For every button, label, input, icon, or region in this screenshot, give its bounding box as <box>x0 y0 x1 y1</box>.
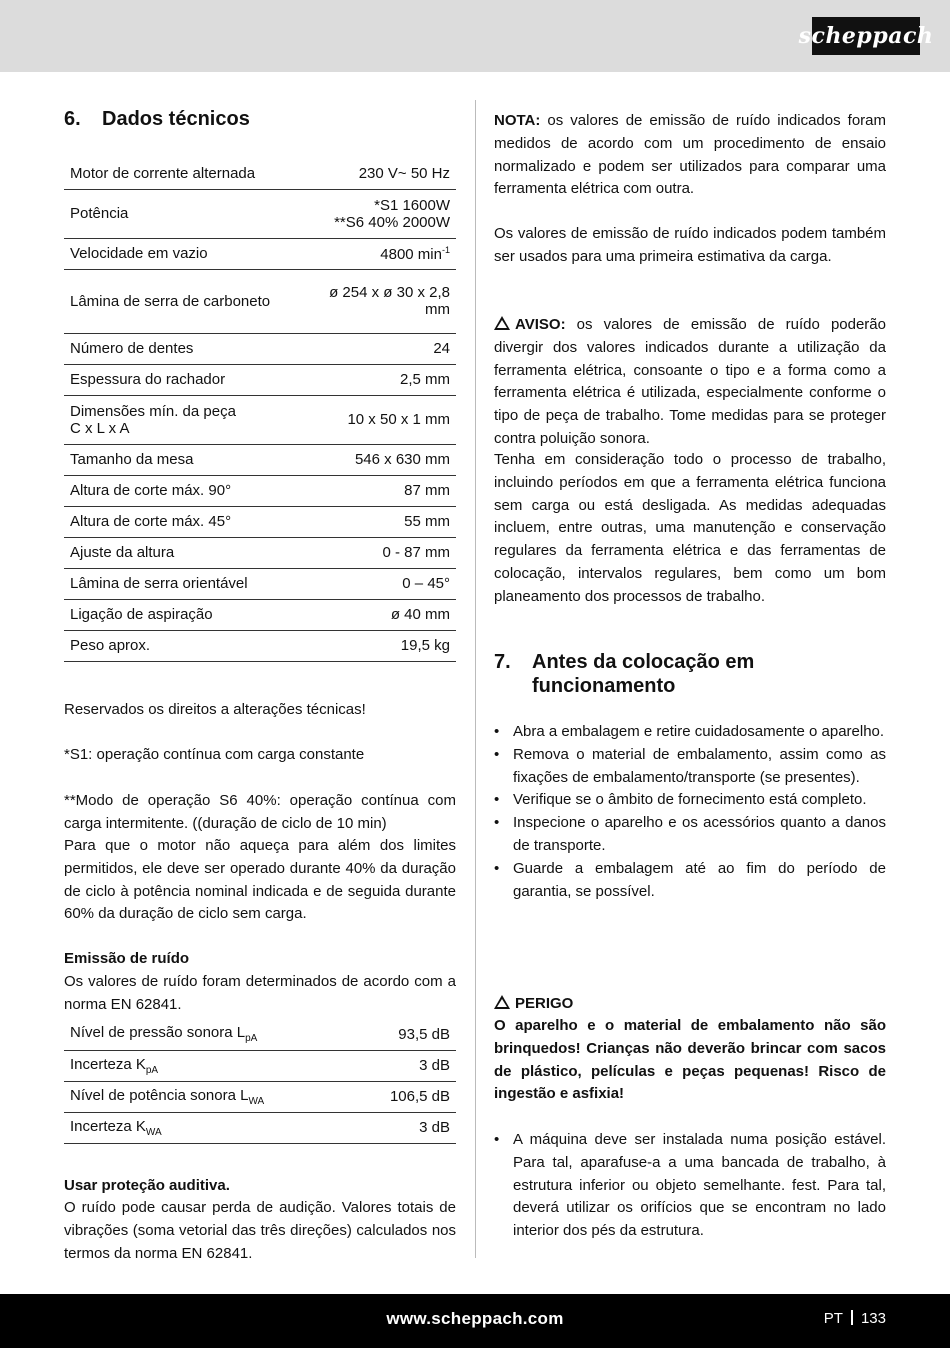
list-item: • Remova o material de embalamento, assim como as fixações de embalamento/transporte (se presentes). <box>494 744 886 790</box>
value-text: 87 mm <box>404 482 450 499</box>
label-subscript: WA <box>248 1095 265 1107</box>
spec-value-line <box>311 284 450 301</box>
value-text: 0 - 87 mm <box>382 544 450 561</box>
spec-value <box>305 537 456 568</box>
section-number: 7. <box>494 651 511 673</box>
spec-label: Peso aprox. <box>64 630 305 661</box>
label-subscript: pA <box>245 1033 258 1045</box>
noise-label <box>64 1050 354 1081</box>
separator <box>851 1310 853 1325</box>
spec-value-line <box>311 197 450 214</box>
aviso-label: AVISO: <box>515 316 566 333</box>
spec-value-line <box>311 340 450 357</box>
table-row <box>64 599 456 630</box>
website-link[interactable]: www.scheppach.com <box>386 1309 564 1328</box>
spec-value-line <box>311 451 450 468</box>
list-item: • Abra a embalagem e retire cuidadosamente o aparelho. <box>494 721 886 744</box>
spec-value <box>305 475 456 506</box>
spec-label: Lâmina de serra orientável <box>64 568 305 599</box>
noise-value: 3 dB <box>354 1112 456 1143</box>
table-row <box>64 269 456 333</box>
noise-value: 106,5 dB <box>354 1081 456 1112</box>
value-text: 0 – 45° <box>402 575 450 592</box>
list-item: • Inspecione o aparelho e os acessórios quanto a danos de transporte. <box>494 812 886 858</box>
noise-label <box>64 1019 354 1050</box>
warning-icon <box>494 995 510 1009</box>
spec-label: Potência <box>64 189 305 238</box>
value-text: 19,5 kg <box>400 637 450 654</box>
spec-value-line <box>311 411 450 428</box>
table-row <box>64 395 456 444</box>
label-text: Incerteza K <box>70 1055 146 1073</box>
spec-value <box>305 444 456 475</box>
spec-label: Motor de corrente alternada <box>64 158 305 189</box>
consider-paragraph: Tenha em consideração todo o processo de trabalho, incluindo períodos em que a ferramenta elétrica funciona sem carga ou está desligada. As medidas adequadas incluem, entre outras, uma manutenção e conservação regulares da ferramenta elétrica e das ferramentas de colocação, intervalos regulares, bem como um bom planeamento dos processos de trabalho. <box>494 451 886 605</box>
hearing-heading: Usar proteção auditiva. <box>64 1177 230 1194</box>
section-7-heading <box>494 651 886 703</box>
perigo-text: O aparelho e o material de embalamento não são brinquedos! Crianças não deverão brincar com sacos de plástico, películas e peças pequenas! Risco de ingestão e asfixia! <box>494 1017 886 1103</box>
spec-value-line <box>311 513 450 530</box>
value-text: ø 40 mm <box>390 606 450 623</box>
value-text: 230 V~ 50 Hz <box>358 164 450 182</box>
spec-value-line <box>311 606 450 623</box>
spec-value <box>305 238 456 269</box>
installation-list <box>494 1129 886 1243</box>
table-row <box>64 475 456 506</box>
spec-value-line <box>311 482 450 499</box>
spec-value <box>305 189 456 238</box>
noise-label <box>64 1112 354 1143</box>
reserved-note: Reservados os direitos a alterações técnicas! <box>64 701 366 718</box>
table-row <box>64 1019 456 1050</box>
label-text: Nível de potência sonora L <box>70 1086 249 1104</box>
spec-label: Número de dentes <box>64 333 305 364</box>
unpacking-list <box>494 721 886 903</box>
aviso-paragraph <box>494 314 886 451</box>
section-title-line2: funcionamento <box>532 675 676 697</box>
nota-label: NOTA: <box>494 112 541 129</box>
spec-value <box>305 269 456 333</box>
noise-intro: Os valores de ruído foram determinados de acordo com a norma EN 62841. <box>64 973 456 1013</box>
spec-label-line: Dimensões mín. da peça <box>70 402 236 420</box>
spec-value-line <box>311 165 450 182</box>
spec-value <box>305 395 456 444</box>
spec-value <box>305 333 456 364</box>
table-row <box>64 364 456 395</box>
table-row <box>64 1050 456 1081</box>
table-row <box>64 1112 456 1143</box>
value-text: ø 254 x ø 30 x 2,8 <box>329 284 450 301</box>
spec-label-line: C x L x A <box>70 419 130 437</box>
label-subscript: WA <box>145 1126 162 1138</box>
section-title: Dados técnicos <box>102 108 250 130</box>
spec-value <box>305 599 456 630</box>
table-row <box>64 537 456 568</box>
spec-value <box>305 506 456 537</box>
spec-label: Lâmina de serra de carboneto <box>64 269 305 333</box>
spec-value-line <box>311 245 450 263</box>
section-number: 6. <box>64 108 81 130</box>
noise-value: 93,5 dB <box>354 1019 456 1050</box>
noise-table <box>64 1019 456 1144</box>
value-text: 4800 min <box>380 245 442 263</box>
header-bar <box>0 0 950 72</box>
spec-value <box>305 158 456 189</box>
s1-note: *S1: operação contínua com carga constante <box>64 746 365 763</box>
list-item: • Verifique se o âmbito de fornecimento está completo. <box>494 789 886 812</box>
also-paragraph: Os valores de emissão de ruído indicados podem também ser usados para uma primeira estimativa da carga. <box>494 225 886 265</box>
perigo-heading: PERIGO <box>494 993 886 1016</box>
table-row <box>64 189 456 238</box>
noise-heading: Emissão de ruído <box>64 950 190 967</box>
page-indicator <box>824 1310 886 1327</box>
aviso-text: os valores de emissão de ruído poderão divergir dos valores indicados durante a utilização da ferramenta elétrica, consoante o tipo e a forma como a ferramenta elétrica é utilizada, especialmente conforme o tipo de peça de trabalho. Tome medidas para se proteger contra poluição sonora. <box>494 316 886 447</box>
table-row <box>64 1081 456 1112</box>
table-row <box>64 333 456 364</box>
value-text: 10 x 50 x 1 mm <box>347 411 450 428</box>
unit-exponent: -1 <box>441 244 450 255</box>
hearing-text: O ruído pode causar perda de audição. Valores totais de vibrações (soma vetorial das três direções) calculados nos termos da norma EN 62841. <box>64 1199 456 1262</box>
spec-value <box>305 364 456 395</box>
spec-label: Tamanho da mesa <box>64 444 305 475</box>
spec-value <box>305 568 456 599</box>
spec-value-line <box>311 544 450 561</box>
spec-label <box>64 395 305 444</box>
motor-note: Para que o motor não aqueça para além dos limites permitidos, ele deve ser operado durante 40% da duração de ciclo à potência nominal indicada e de seguida durante 60% da duração de ciclo sem carga. <box>64 837 456 923</box>
spec-label: Espessura do rachador <box>64 364 305 395</box>
spec-value-line <box>311 575 450 592</box>
language-code: PT <box>823 1310 843 1327</box>
spec-value-line: **S6 40% 2000W <box>334 213 450 231</box>
spec-label: Velocidade em vazio <box>64 238 305 269</box>
label-subscript: pA <box>145 1064 159 1076</box>
spec-label: Altura de corte máx. 90° <box>64 475 305 506</box>
spec-value-line: mm <box>425 301 450 318</box>
value-text: 55 mm <box>404 513 450 530</box>
table-row <box>64 506 456 537</box>
table-row <box>64 568 456 599</box>
nota-text: os valores de emissão de ruído indicados foram medidos de acordo com um procedimento de ensaio normalizado e podem ser utilizados para comparar uma ferramenta elétrica com outra. <box>494 112 886 198</box>
noise-value: 3 dB <box>354 1050 456 1081</box>
label-text: Nível de pressão sonora L <box>70 1024 246 1042</box>
table-row <box>64 630 456 661</box>
list-item: • A máquina deve ser instalada numa posição estável. Para tal, aparafuse-a a uma bancada de trabalho, à estrutura inferior ou objeto semelhante. fest. Para tal, deverá utilizar os orifícios que se encontram no lado interior dos pés da estrutura. <box>494 1129 886 1243</box>
label-text: Incerteza K <box>70 1117 146 1135</box>
spec-label: Ajuste da altura <box>64 537 305 568</box>
section-title-line1: Antes da colocação em <box>532 651 755 673</box>
table-row <box>64 158 456 189</box>
table-row <box>64 238 456 269</box>
brand-logo: scheppach <box>812 17 920 55</box>
list-item: • Guarde a embalagem até ao fim do período de garantia, se possível. <box>494 858 886 904</box>
spec-value <box>305 630 456 661</box>
page-number: 133 <box>860 1310 886 1327</box>
table-row <box>64 444 456 475</box>
spec-table <box>64 158 456 662</box>
noise-label <box>64 1081 354 1112</box>
value-text: 24 <box>433 340 450 357</box>
s6-note: **Modo de operação S6 40%: operação contínua com carga intermitente. ((duração de ciclo de 10 min) <box>64 792 456 832</box>
warning-icon <box>494 316 510 330</box>
nota-paragraph <box>494 110 886 201</box>
footer-bar <box>0 1294 950 1348</box>
spec-label: Altura de corte máx. 45° <box>64 506 305 537</box>
spec-value-line <box>311 371 450 388</box>
value-text: 546 x 630 mm <box>354 451 450 468</box>
spec-label: Ligação de aspiração <box>64 599 305 630</box>
value-text: 2,5 mm <box>399 371 450 388</box>
value-text: *S1 1600W <box>374 196 450 214</box>
column-divider <box>475 100 476 1258</box>
spec-value-line <box>311 637 450 654</box>
